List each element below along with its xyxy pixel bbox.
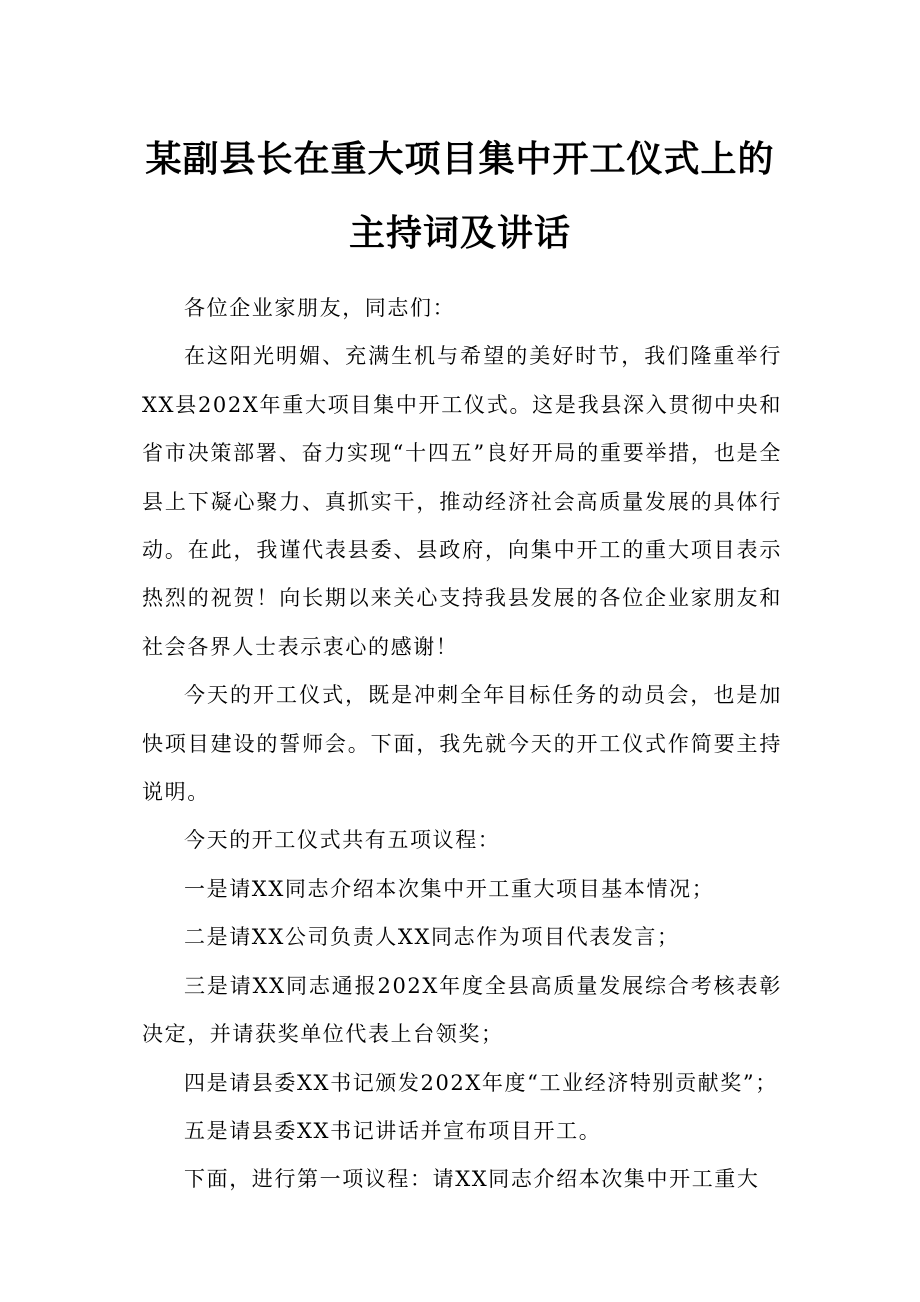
document-title-line-1: 某副县长在重大项目集中开工仪式上的	[145, 139, 775, 180]
document-title-line-2: 主持词及讲话	[348, 213, 571, 254]
paragraph-salutation: 各位企业家朋友，同志们：	[184, 296, 456, 320]
agenda-item-2: 二是请XX公司负责人XX同志作为项目代表发言；	[184, 925, 680, 950]
agenda-item-4: 四是请县委XX书记颁发202X年度“工业经济特别贡献奖”；	[184, 1070, 778, 1095]
paragraph-agenda-intro: 今天的开工仪式共有五项议程：	[184, 828, 501, 853]
paragraph-first-agenda: 下面，进行第一项议程：请XX同志介绍本次集中开工重大	[184, 1167, 760, 1192]
document-body	[142, 284, 782, 1204]
agenda-item-1: 一是请XX同志介绍本次集中开工重大项目基本情况；	[184, 876, 715, 901]
paragraph-ceremony-purpose: 今天的开工仪式，既是冲刺全年目标任务的动员会，也是加快项目建设的誓师会。下面，我先就今天的开工仪式作简要主持说明。	[142, 683, 782, 805]
agenda-item-3: 三是请XX同志通报202X年度全县高质量发展综合考核表彰决定，并请获奖单位代表上台领奖；	[142, 973, 782, 1047]
agenda-item-5: 五是请县委XX书记讲话并宣布项目开工。	[184, 1118, 602, 1143]
paragraph-opening: 在这阳光明媚、充满生机与希望的美好时节，我们隆重举行XX县202X年重大项目集中开工仪式。这是我县深入贯彻中央和省市决策部署、奋力实现“十四五”良好开局的重要举措，也是全县上下凝心聚力、真抓实干，推动经济社会高质量发展的具体行动。在此，我谨代表县委、县政府，向集中开工的重大项目表示热烈的祝贺！向长期以来关心支持我县发展的各位企业家朋友和社会各界人士表示衷心的感谢！	[142, 344, 782, 659]
